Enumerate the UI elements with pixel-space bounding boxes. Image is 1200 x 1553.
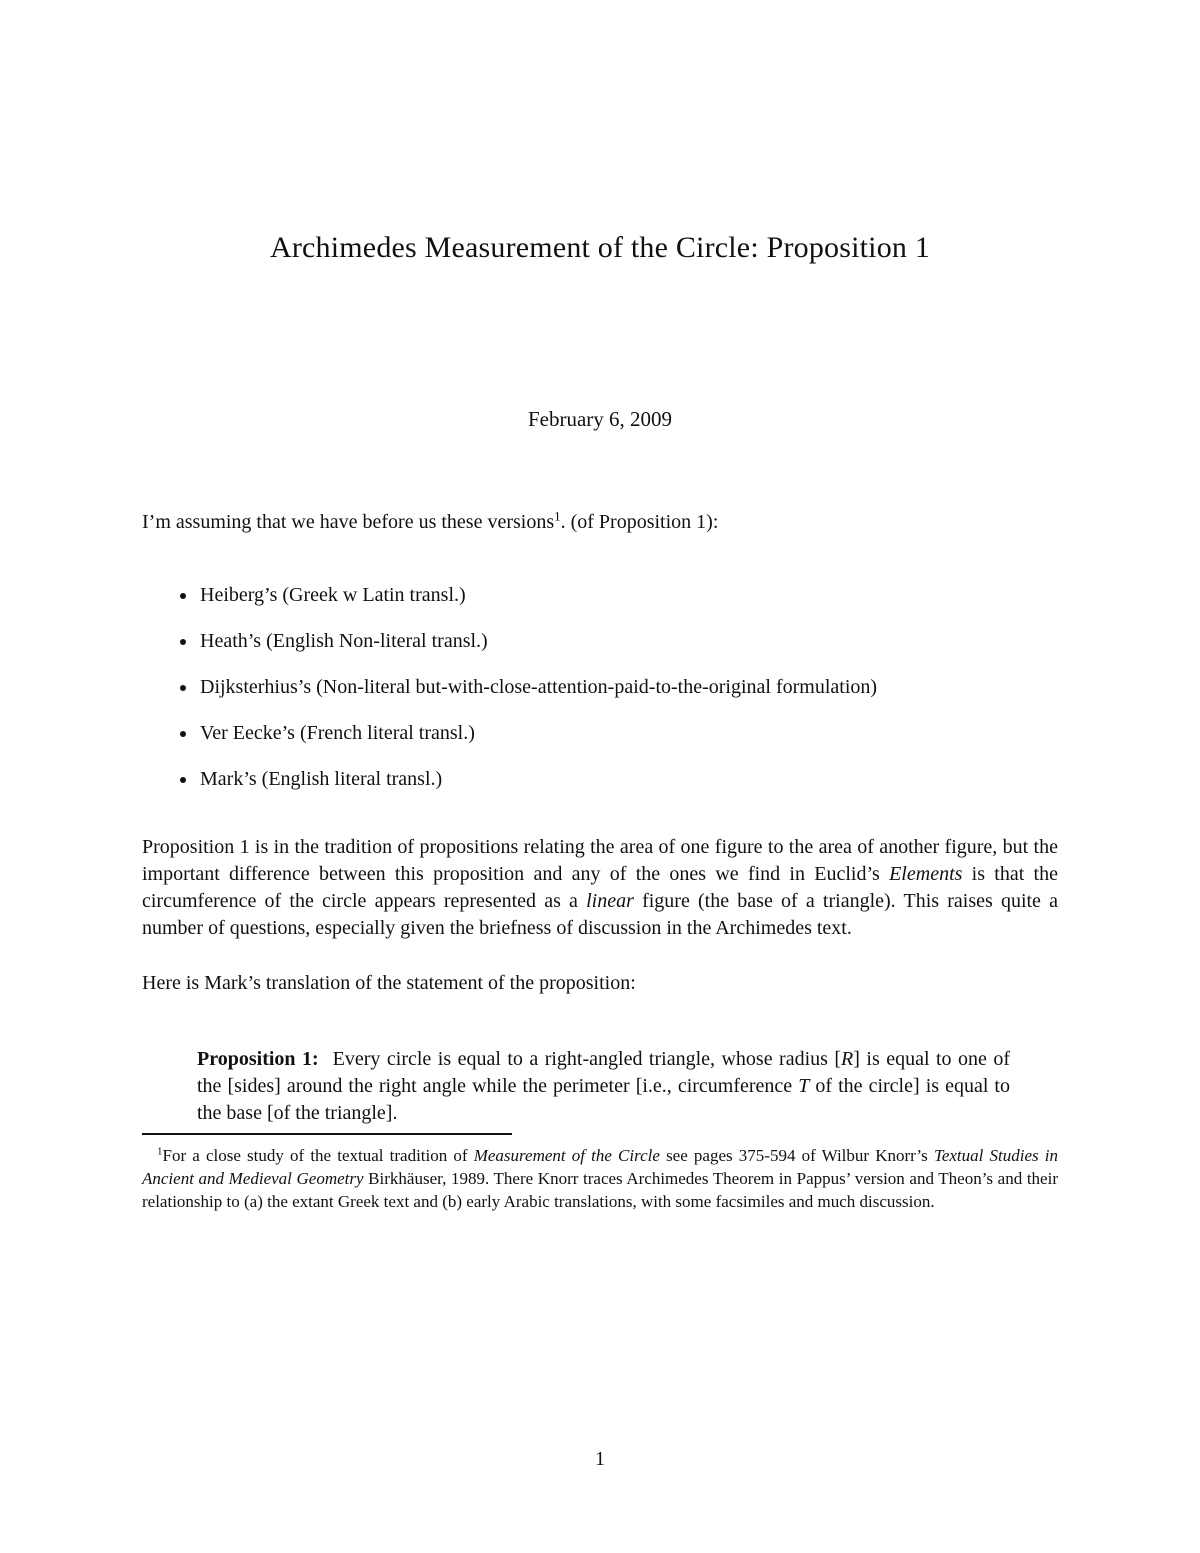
book-title-elements: Elements: [889, 863, 963, 885]
tradition-text-2: is that the circumference of the circle appears represented as a: [142, 863, 1058, 912]
footnote-divider: [142, 1133, 512, 1135]
footnote-marker: 1: [157, 1144, 163, 1157]
intro-text-before-marker: I’m assuming that we have before us these versions: [142, 511, 555, 533]
tradition-text-3: figure (the base of a triangle). This raises quite a number of questions, especially given the briefness of discussion in the Archimedes text.: [142, 890, 1058, 939]
footnote-text-2: see pages 375-594 of Wilbur Knorr’s: [659, 1145, 934, 1165]
document-date: February 6, 2009: [527, 407, 673, 431]
list-item: • Heath’s (English Non-literal transl.): [198, 628, 1058, 655]
footnote-text-3: Birkhäuser, 1989. There Knorr traces Archimedes Theorem in Pappus’ version and Theon’s and their relationship to (a) the extant Greek text and (b) early Arabic translations, with some facsimiles and much discussion.: [142, 1168, 1058, 1211]
footnote: [142, 1144, 1058, 1213]
book-title-textual-studies: Textual Studies in Ancient and Medieval Geometry: [142, 1145, 1058, 1188]
book-title-measurement-of-the-circle: Measurement of the Circle: [473, 1145, 660, 1165]
page-title: Archimedes Measurement of the Circle: Proposition 1: [269, 231, 931, 264]
list-item: • Ver Eecke’s (French literal transl.): [198, 720, 1058, 747]
proposition-label: Proposition 1:: [197, 1048, 319, 1070]
intro-text-after-marker: . (of Proposition 1):: [560, 511, 719, 533]
intro-paragraph: [142, 509, 1058, 536]
list-item: • Mark’s (English literal transl.): [198, 766, 1058, 793]
page-number: 1: [595, 1448, 605, 1470]
emphasis-linear: linear: [586, 890, 634, 912]
math-variable-t: T: [798, 1075, 810, 1097]
proposition-text-1: Every circle is equal to a right-angled triangle, whose radius [: [332, 1048, 842, 1070]
footnote-text-1: For a close study of the textual tradition of: [162, 1145, 474, 1165]
proposition-text-3: of the circle] is equal to the base [of the triangle].: [197, 1075, 1010, 1124]
list-item: • Heiberg’s (Greek w Latin transl.): [198, 582, 1058, 609]
versions-list: [142, 582, 1058, 793]
translation-intro-paragraph: Here is Mark’s translation of the statement of the proposition:: [142, 972, 636, 994]
math-variable-r: R: [841, 1048, 854, 1070]
tradition-text-1: Proposition 1 is in the tradition of propositions relating the area of one figure to the area of another figure, but the important difference between this proposition and any of the ones we find in Euclid’s: [142, 836, 1058, 885]
list-item: • Dijksterhius’s (Non-literal but-with-close-attention-paid-to-the-original formulation): [198, 674, 1058, 701]
footnote-reference-marker: 1: [554, 508, 561, 524]
proposition-text-2: ] is equal to one of the [sides] around the right angle while the perimeter [i.e., circumference: [197, 1048, 1010, 1097]
proposition-block: [197, 1046, 1010, 1127]
tradition-paragraph: [142, 834, 1058, 942]
